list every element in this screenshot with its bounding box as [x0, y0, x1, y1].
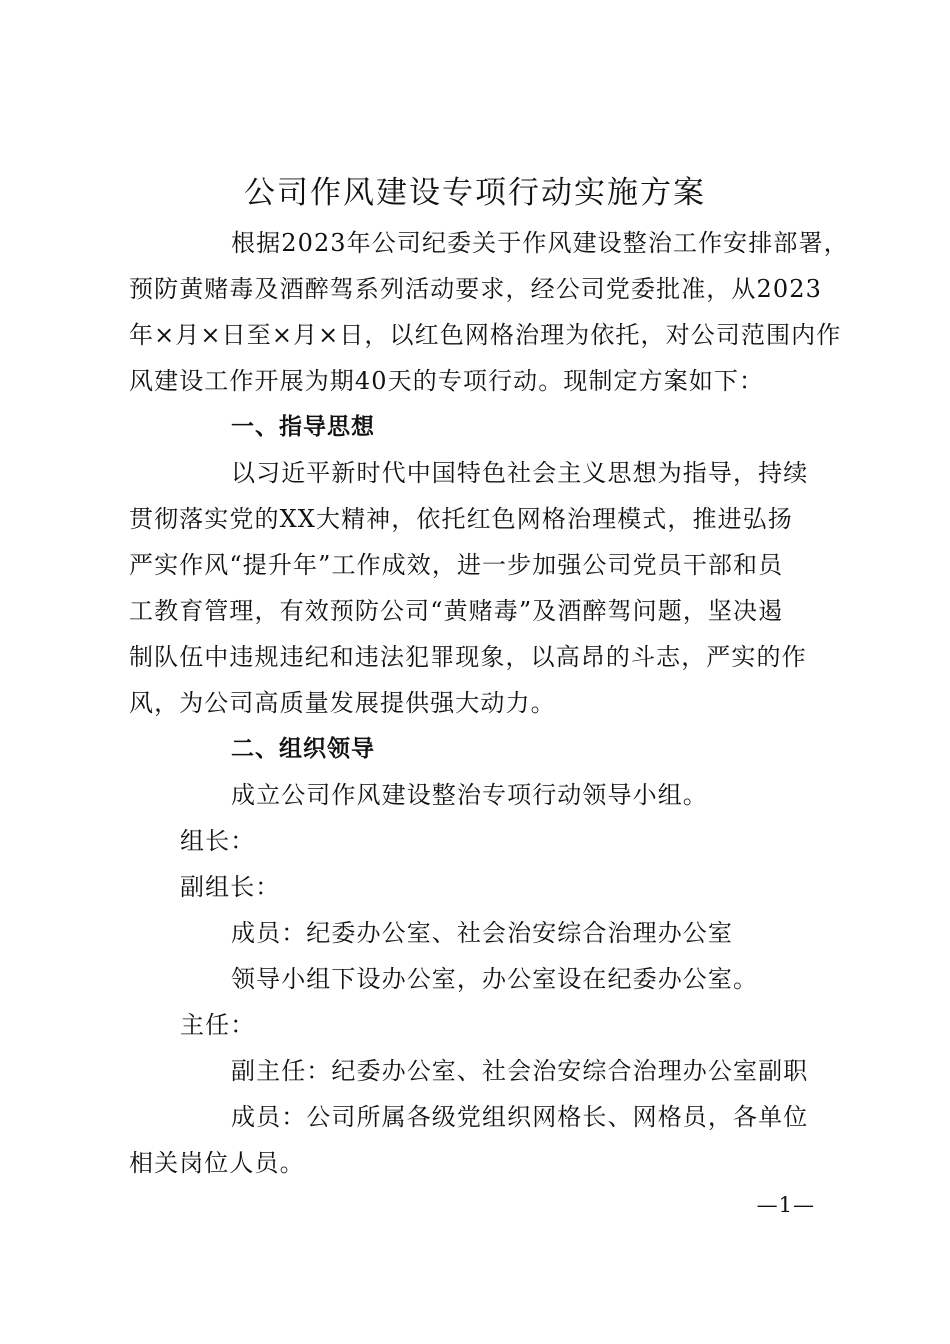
section-2-establish: 成立公司作风建设整治专项行动领导小组。	[231, 781, 708, 809]
intro-line-3: 年×月×日至×月×日，以红色网格治理为依托，对公司范围内作	[129, 321, 842, 349]
section-1-line-6: 风，为公司高质量发展提供强大动力。	[129, 689, 556, 717]
section-2-deputy-leader: 副组长：	[180, 873, 281, 901]
section-2-heading: 二、组织领导	[231, 736, 375, 762]
section-1-heading: 一、指导思想	[231, 414, 375, 440]
document-title: 公司作风建设专项行动实施方案	[244, 175, 706, 211]
section-1-line-4: 工教育管理，有效预防公司“黄赌毒”及酒醉驾问题，坚决遏	[129, 597, 784, 625]
section-1-line-3: 严实作风“提升年”工作成效，进一步加强公司党员干部和员	[129, 551, 784, 579]
section-1-line-2: 贯彻落实党的XX大精神，依托红色网格治理模式，推进弘扬	[129, 505, 793, 533]
page-number: —1—	[756, 1193, 815, 1217]
section-2-director: 主任：	[180, 1011, 256, 1039]
intro-line-4: 风建设工作开展为期40天的专项行动。现制定方案如下：	[129, 367, 765, 395]
section-1-line-5: 制队伍中违规违纪和违法犯罪现象，以高昂的斗志，严实的作	[129, 643, 807, 671]
intro-line-2: 预防黄赌毒及酒醉驾系列活动要求，经公司党委批准，从2023	[129, 275, 822, 303]
section-2-leader: 组长：	[180, 827, 256, 855]
intro-line-1: 根据2023年公司纪委关于作风建设整治工作安排部署，	[231, 229, 849, 257]
section-1-line-1: 以习近平新时代中国特色社会主义思想为指导，持续	[231, 459, 809, 487]
section-2-deputy-director: 副主任：纪委办公室、社会治安综合治理办公室副职	[231, 1057, 809, 1085]
section-2-office-members-line-1: 成员：公司所属各级党组织网格长、网格员，各单位	[231, 1103, 809, 1131]
section-2-members: 成员：纪委办公室、社会治安综合治理办公室	[231, 919, 733, 947]
section-2-office: 领导小组下设办公室，办公室设在纪委办公室。	[231, 965, 759, 993]
section-2-office-members-line-2: 相关岗位人员。	[129, 1149, 305, 1177]
